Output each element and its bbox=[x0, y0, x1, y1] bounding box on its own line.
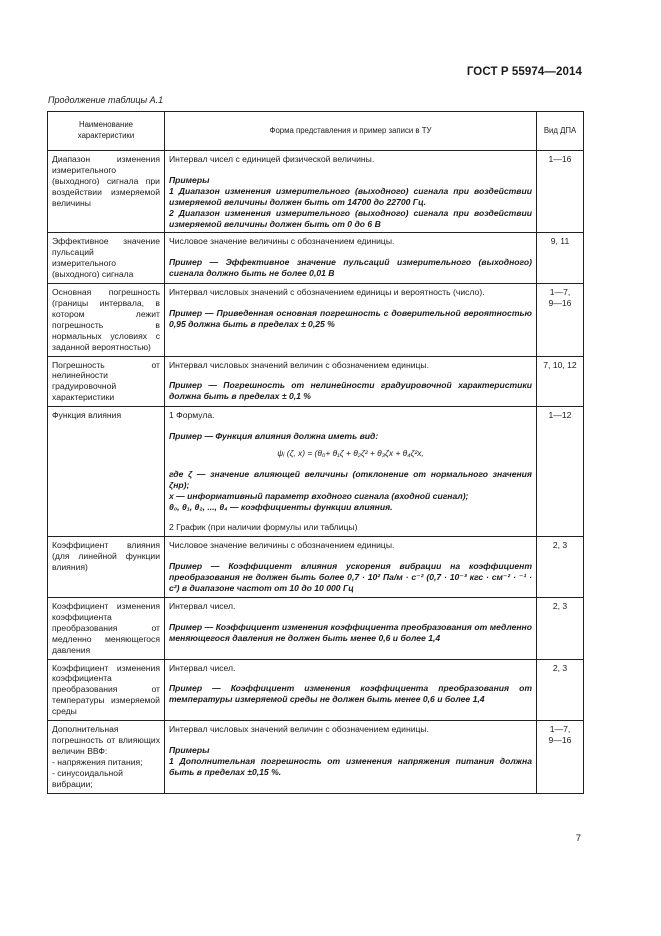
form-cell bbox=[165, 721, 537, 793]
form-text: Интервал числовых значений с обозначением единицы и вероятность (число). bbox=[169, 287, 485, 298]
table-row bbox=[48, 537, 584, 598]
vid-dpa: 1—16 bbox=[537, 151, 584, 233]
example: Пример — Коэффициент изменения коэффициента преобразования от температуры измеряемой среды не должен быть менее 0,6 и более 1,4 bbox=[169, 683, 532, 705]
characteristic-name: Функция влияния bbox=[48, 407, 165, 537]
example: Пример — Коэффициент изменения коэффициента преобразования от медленно меняющегося давления не должен быть менее 0,6 и более 1,4 bbox=[169, 621, 532, 643]
form-cell bbox=[165, 537, 537, 598]
table-row bbox=[48, 598, 584, 660]
form-text: Интервал чисел. bbox=[169, 662, 236, 673]
form-cell bbox=[165, 598, 537, 660]
definition-zeta: где ζ — значение влияющей величины (отклонение от нормального значения ζнр); bbox=[169, 468, 532, 490]
form-cell bbox=[165, 407, 537, 537]
table-header-row bbox=[48, 112, 584, 151]
form-cell bbox=[165, 659, 537, 721]
example-1: 1 Дополнительная погрешность от изменения напряжения питания должна быть в пределах ±0,15 %. bbox=[169, 755, 532, 777]
name-item: - синусоидальной вибрации; bbox=[52, 767, 123, 789]
header-vid-dpa: Вид ДПА bbox=[537, 112, 584, 151]
form-text: Интервал чисел. bbox=[169, 601, 236, 611]
table-continuation-caption: Продолжение таблицы А.1 bbox=[48, 95, 164, 105]
vid-dpa: 1—7, 9—16 bbox=[537, 284, 584, 356]
characteristic-name: Коэффициент влияния (для линейной функции влияния) bbox=[48, 537, 165, 598]
form-cell bbox=[165, 284, 537, 356]
form-cell bbox=[165, 356, 537, 407]
table-row bbox=[48, 233, 584, 284]
characteristic-name: Коэффициент изменения коэффициента преобразования от температуры измеряемой среды bbox=[48, 659, 165, 721]
characteristic-name: Дополнительная погрешность от влияющих величин ВВФ: bbox=[52, 724, 160, 756]
example-1: 1 Диапазон изменения измерительного (выходного) сигнала при воздействии измеряемой величины должен быть от 14700 до 22700 Гц. bbox=[169, 185, 532, 207]
table-row bbox=[48, 721, 584, 793]
standard-number: ГОСТ Р 55974—2014 bbox=[466, 66, 582, 78]
example: Пример — Эффективное значение пульсаций измерительного (выходного) сигнала должно быть не более 0,01 В bbox=[169, 257, 532, 279]
table-row bbox=[48, 356, 584, 407]
definition-theta: θ₀, θ₁, θ₂, ..., θ₄ — коэффициенты функции влияния. bbox=[169, 501, 393, 512]
form-cell bbox=[165, 233, 537, 284]
examples-title: Примеры bbox=[169, 744, 210, 755]
page-number: 7 bbox=[575, 833, 581, 844]
definition-x: x — информативный параметр входного сигнала (входной сигнал); bbox=[169, 490, 469, 501]
example: Пример — Коэффициент влияния ускорения вибрации на коэффициент преобразования не должен быть более 0,7 · 10² Па/м · с⁻² (0,7 · 10⁻³ кгс · см⁻² · ⁻¹ · с²) в диапазоне частот от 10 до 10 000 Гц bbox=[169, 561, 532, 594]
characteristic-name-cell bbox=[48, 721, 165, 793]
vid-dpa: 7, 10, 12 bbox=[537, 356, 584, 407]
characteristics-table bbox=[47, 111, 584, 794]
table-row bbox=[48, 284, 584, 356]
form-text: Интервал числовых значений величин с обозначением единицы. bbox=[169, 359, 429, 370]
example: Пример — Приведенная основная погрешность с доверительной вероятностью 0,95 должна быть в пределах ± 0,25 % bbox=[169, 307, 532, 329]
example: Пример — Погрешность от нелинейности градуировочной характеристики должна быть в пределах ± 0,1 % bbox=[169, 380, 532, 402]
vid-dpa: 2, 3 bbox=[537, 537, 584, 598]
example: Пример — Функция влияния должна иметь вид: bbox=[169, 431, 379, 442]
characteristic-name: Коэффициент изменения коэффициента преобразования от медленно меняющегося давления bbox=[48, 598, 165, 660]
header-characteristic: Наименование характеристики bbox=[48, 112, 165, 151]
header-form: Форма представления и пример записи в ТУ bbox=[165, 112, 537, 151]
vid-dpa: 1—7, 9—16 bbox=[537, 721, 584, 793]
form-text: Числовое значение величины с обозначением единицы. bbox=[169, 236, 395, 247]
vid-dpa: 2, 3 bbox=[537, 598, 584, 660]
form-text-2: 2 График (при наличии формулы или таблицы) bbox=[169, 522, 358, 533]
vid-dpa: 9, 11 bbox=[537, 233, 584, 284]
table-row bbox=[48, 151, 584, 233]
characteristic-name: Основная погрешность (границы интервала, в котором лежит погрешность в нормальных условиях с заданной вероятностью) bbox=[48, 284, 165, 356]
form-text: Интервал чисел с единицей физической величины. bbox=[169, 154, 375, 164]
form-text: Числовое значение величины с обозначением единицы. bbox=[169, 540, 395, 551]
characteristic-name: Диапазон изменения измерительного (выходного) сигнала при воздействии измеряемой величины bbox=[48, 151, 165, 233]
characteristic-name: Эффективное значение пульсаций измерительного (выходного) сигнала bbox=[48, 233, 165, 284]
vid-dpa: 1—12 bbox=[537, 407, 584, 537]
form-text: 1 Формула. bbox=[169, 410, 215, 421]
characteristic-name: Погрешность от нелинейности градуировочной характеристики bbox=[48, 356, 165, 407]
vid-dpa: 2, 3 bbox=[537, 659, 584, 721]
example-2: 2 Диапазон изменения измерительного (выходного) сигнала при воздействии измеряемой величины должен быть от 0 до 6 В bbox=[169, 207, 532, 229]
name-item: - напряжения питания; bbox=[52, 756, 143, 767]
influence-formula: ψᵢ (ζ, x) = (θ₀+ θ₁ζ + θ₂ζ² + θ₃ζx + θ₄ζ²x, bbox=[277, 447, 424, 458]
examples-title: Примеры bbox=[169, 174, 210, 185]
form-text: Интервал числовых значений величин с обозначением единицы. bbox=[169, 724, 429, 735]
form-cell bbox=[165, 151, 537, 233]
table-row bbox=[48, 407, 584, 537]
table-row bbox=[48, 659, 584, 721]
